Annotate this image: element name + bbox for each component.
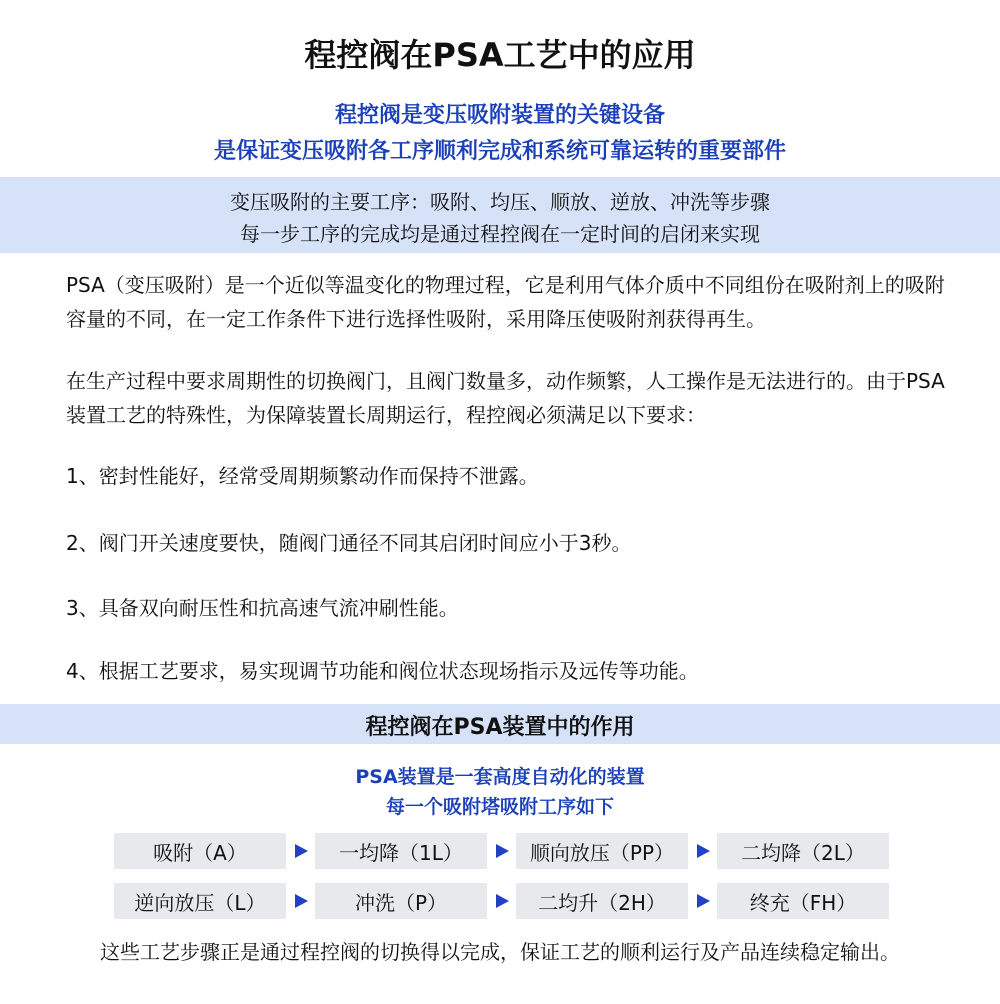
requirement-item-2: 2、阀门开关速度要快，随阀门通径不同其启闭时间应小于3秒。 — [66, 531, 632, 555]
intro-paragraph-1: PSA（变压吸附）是一个近似等温变化的物理过程，它是利用气体介质中不同组份在吸附剂上的吸附容量的不同，在一定工作条件下进行选择性吸附，采用降压使吸附剂获得再生。 — [66, 273, 945, 331]
intro-paragraph-2: 在生产过程中要求周期性的切换阀门，且阀门数量多，动作频繁，人工操作是无法进行的。由于PSA装置工艺的特殊性，为保障装置长周期运行，程控阀必须满足以下要求： — [66, 369, 945, 427]
step-second-equalize-up: 二均升（2H） — [516, 883, 688, 919]
step-second-equalize-down: 二均降（2L） — [717, 833, 889, 869]
section-heading: 程控阀在PSA装置中的作用 — [365, 715, 635, 740]
requirement-item-3: 3、具备双向耐压性和抗高速气流冲刷性能。 — [66, 596, 459, 620]
step-adsorption: 吸附（A） — [114, 833, 286, 869]
requirement-item-1: 1、密封性能好，经常受周期频繁动作而保持不泄露。 — [66, 464, 539, 488]
play-arrow-icon — [688, 843, 717, 859]
subtitle-line-1: 程控阀是变压吸附装置的关键设备 — [334, 103, 665, 128]
process-summary-line-2: 每一步工序的完成均是通过程控阀在一定时间的启闭来实现 — [240, 222, 760, 246]
play-arrow-icon — [286, 893, 315, 909]
section-subtitle-line-1: PSA装置是一套高度自动化的装置 — [355, 766, 645, 788]
play-arrow-icon — [688, 893, 717, 909]
step-purge: 冲洗（P） — [315, 883, 487, 919]
step-cocurrent-depressurize: 顺向放压（PP） — [516, 833, 688, 869]
process-steps-row-2 — [114, 883, 894, 919]
play-arrow-icon — [286, 843, 315, 859]
footer-note: 这些工艺步骤正是通过程控阀的切换得以完成，保证工艺的顺利运行及产品连续稳定输出。 — [100, 940, 900, 964]
process-steps-row-1 — [114, 833, 894, 869]
play-arrow-icon — [487, 843, 516, 859]
step-first-equalize-down: 一均降（1L） — [315, 833, 487, 869]
step-final-repressurize: 终充（FH） — [717, 883, 889, 919]
requirement-item-4: 4、根据工艺要求，易实现调节功能和阀位状态现场指示及远传等功能。 — [66, 659, 699, 683]
step-countercurrent-depressurize: 逆向放压（L） — [114, 883, 286, 919]
section-subtitle-line-2: 每一个吸附塔吸附工序如下 — [385, 796, 614, 818]
page-title: 程控阀在PSA工艺中的应用 — [304, 36, 696, 74]
process-summary-line-1: 变压吸附的主要工序：吸附、均压、顺放、逆放、冲洗等步骤 — [230, 190, 770, 214]
subtitle-line-2: 是保证变压吸附各工序顺利完成和系统可靠运转的重要部件 — [213, 139, 786, 164]
play-arrow-icon — [487, 893, 516, 909]
